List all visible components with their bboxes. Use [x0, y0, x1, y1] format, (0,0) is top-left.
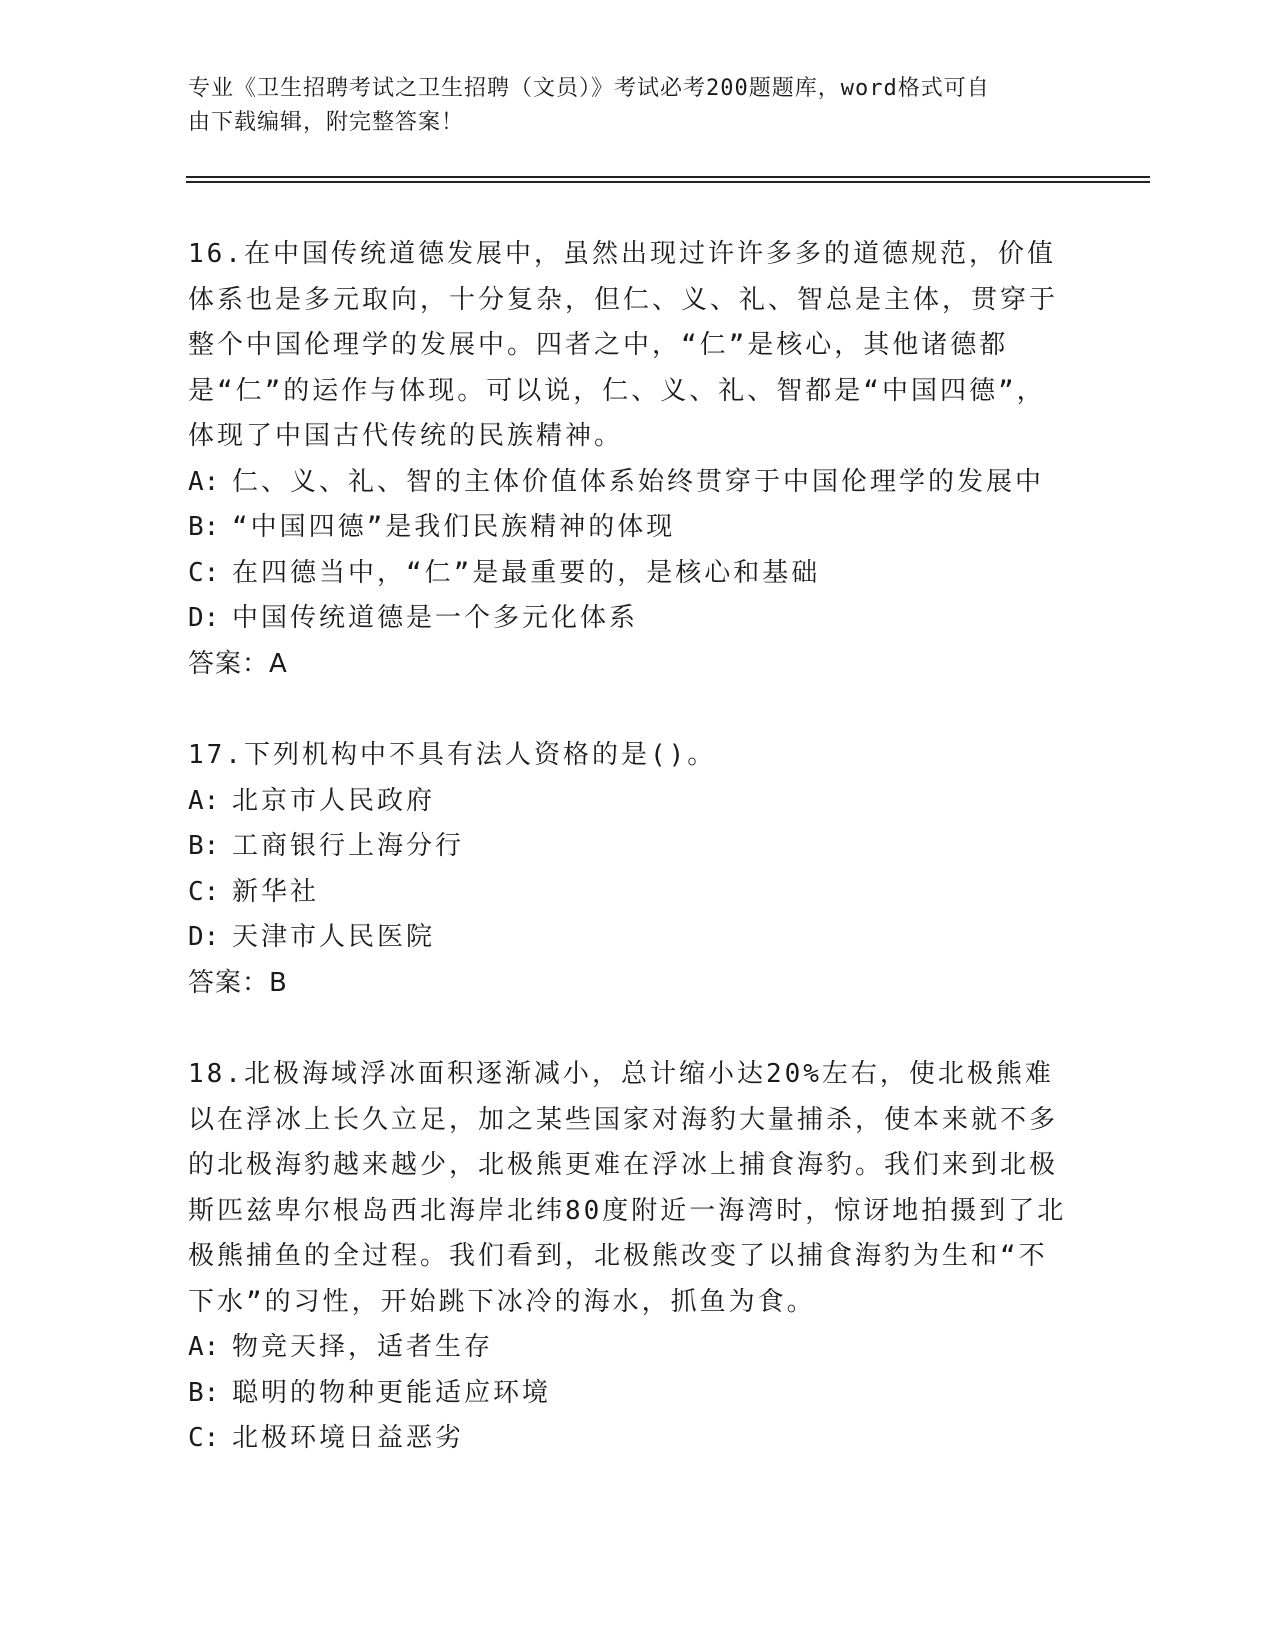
document-header: [188, 72, 1068, 140]
option-b: B: 聪明的物种更能适应环境: [188, 1377, 552, 1408]
question-stem: 16.在中国传统道德发展中，虽然出现过许许多多的道德规范，价值体系也是多元取向，十分复杂，但仁、义、礼、智总是主体，贯穿于整个中国伦理学的发展中。四者之中，“仁”是核心，其他诸德都是“仁”的运作与体现。可以说，仁、义、礼、智都是“中国四德”，体现了中国古代传统的民族精神。: [188, 239, 1059, 451]
option-a: A: 物竞天择，适者生存: [188, 1332, 494, 1362]
option-c: C: 新华社: [188, 876, 320, 907]
option-a: A: 仁、义、礼、智的主体价值体系始终贯穿于中国伦理学的发展中: [188, 466, 1045, 497]
question-17: [188, 733, 1068, 1006]
question-spacer: [188, 687, 1068, 733]
answer-line: 答案：A: [188, 648, 288, 679]
header-line-1: 专业《卫生招聘考试之卫生招聘（文员）》考试必考200题题库，word格式可自: [188, 76, 990, 101]
question-stem: 18.北极海域浮冰面积逐渐减小，总计缩小达20%左右，使北极熊难以在浮冰上长久立足，加之某些国家对海豹大量捕杀，使本来就不多的北极海豹越来越少，北极熊更难在浮冰上捕食海豹。我们来到北极斯匹兹卑尔根岛西北海岸北纬80度附近一海湾时，惊讶地拍摄到了北极熊捕鱼的全过程。我们看到，北极熊改变了以捕食海豹为生和“不下水”的习性，开始跳下冰冷的海水，抓鱼为食。: [188, 1059, 1067, 1317]
question-18: [188, 1052, 1068, 1462]
option-c: C: 北极环境日益恶劣: [188, 1423, 465, 1453]
option-d: D: 中国传统道德是一个多元化体系: [188, 603, 639, 633]
option-c: C: 在四德当中，“仁”是最重要的，是核心和基础: [188, 557, 821, 588]
answer-line: 答案：B: [188, 967, 288, 998]
question-stem: 17.下列机构中不具有法人资格的是()。: [188, 740, 717, 770]
question-list: [188, 232, 1068, 1462]
header-divider-bottom: [186, 181, 1150, 183]
question-spacer: [188, 1006, 1068, 1052]
option-a: A: 北京市人民政府: [188, 785, 436, 816]
option-b: B: “中国四德”是我们民族精神的体现: [188, 512, 676, 542]
option-b: B: 工商银行上海分行: [188, 831, 465, 861]
question-16: [188, 232, 1068, 687]
header-divider-top: [186, 176, 1150, 178]
option-d: D: 天津市人民医院: [188, 922, 436, 952]
header-line-2: 由下载编辑，附完整答案！: [188, 110, 465, 135]
